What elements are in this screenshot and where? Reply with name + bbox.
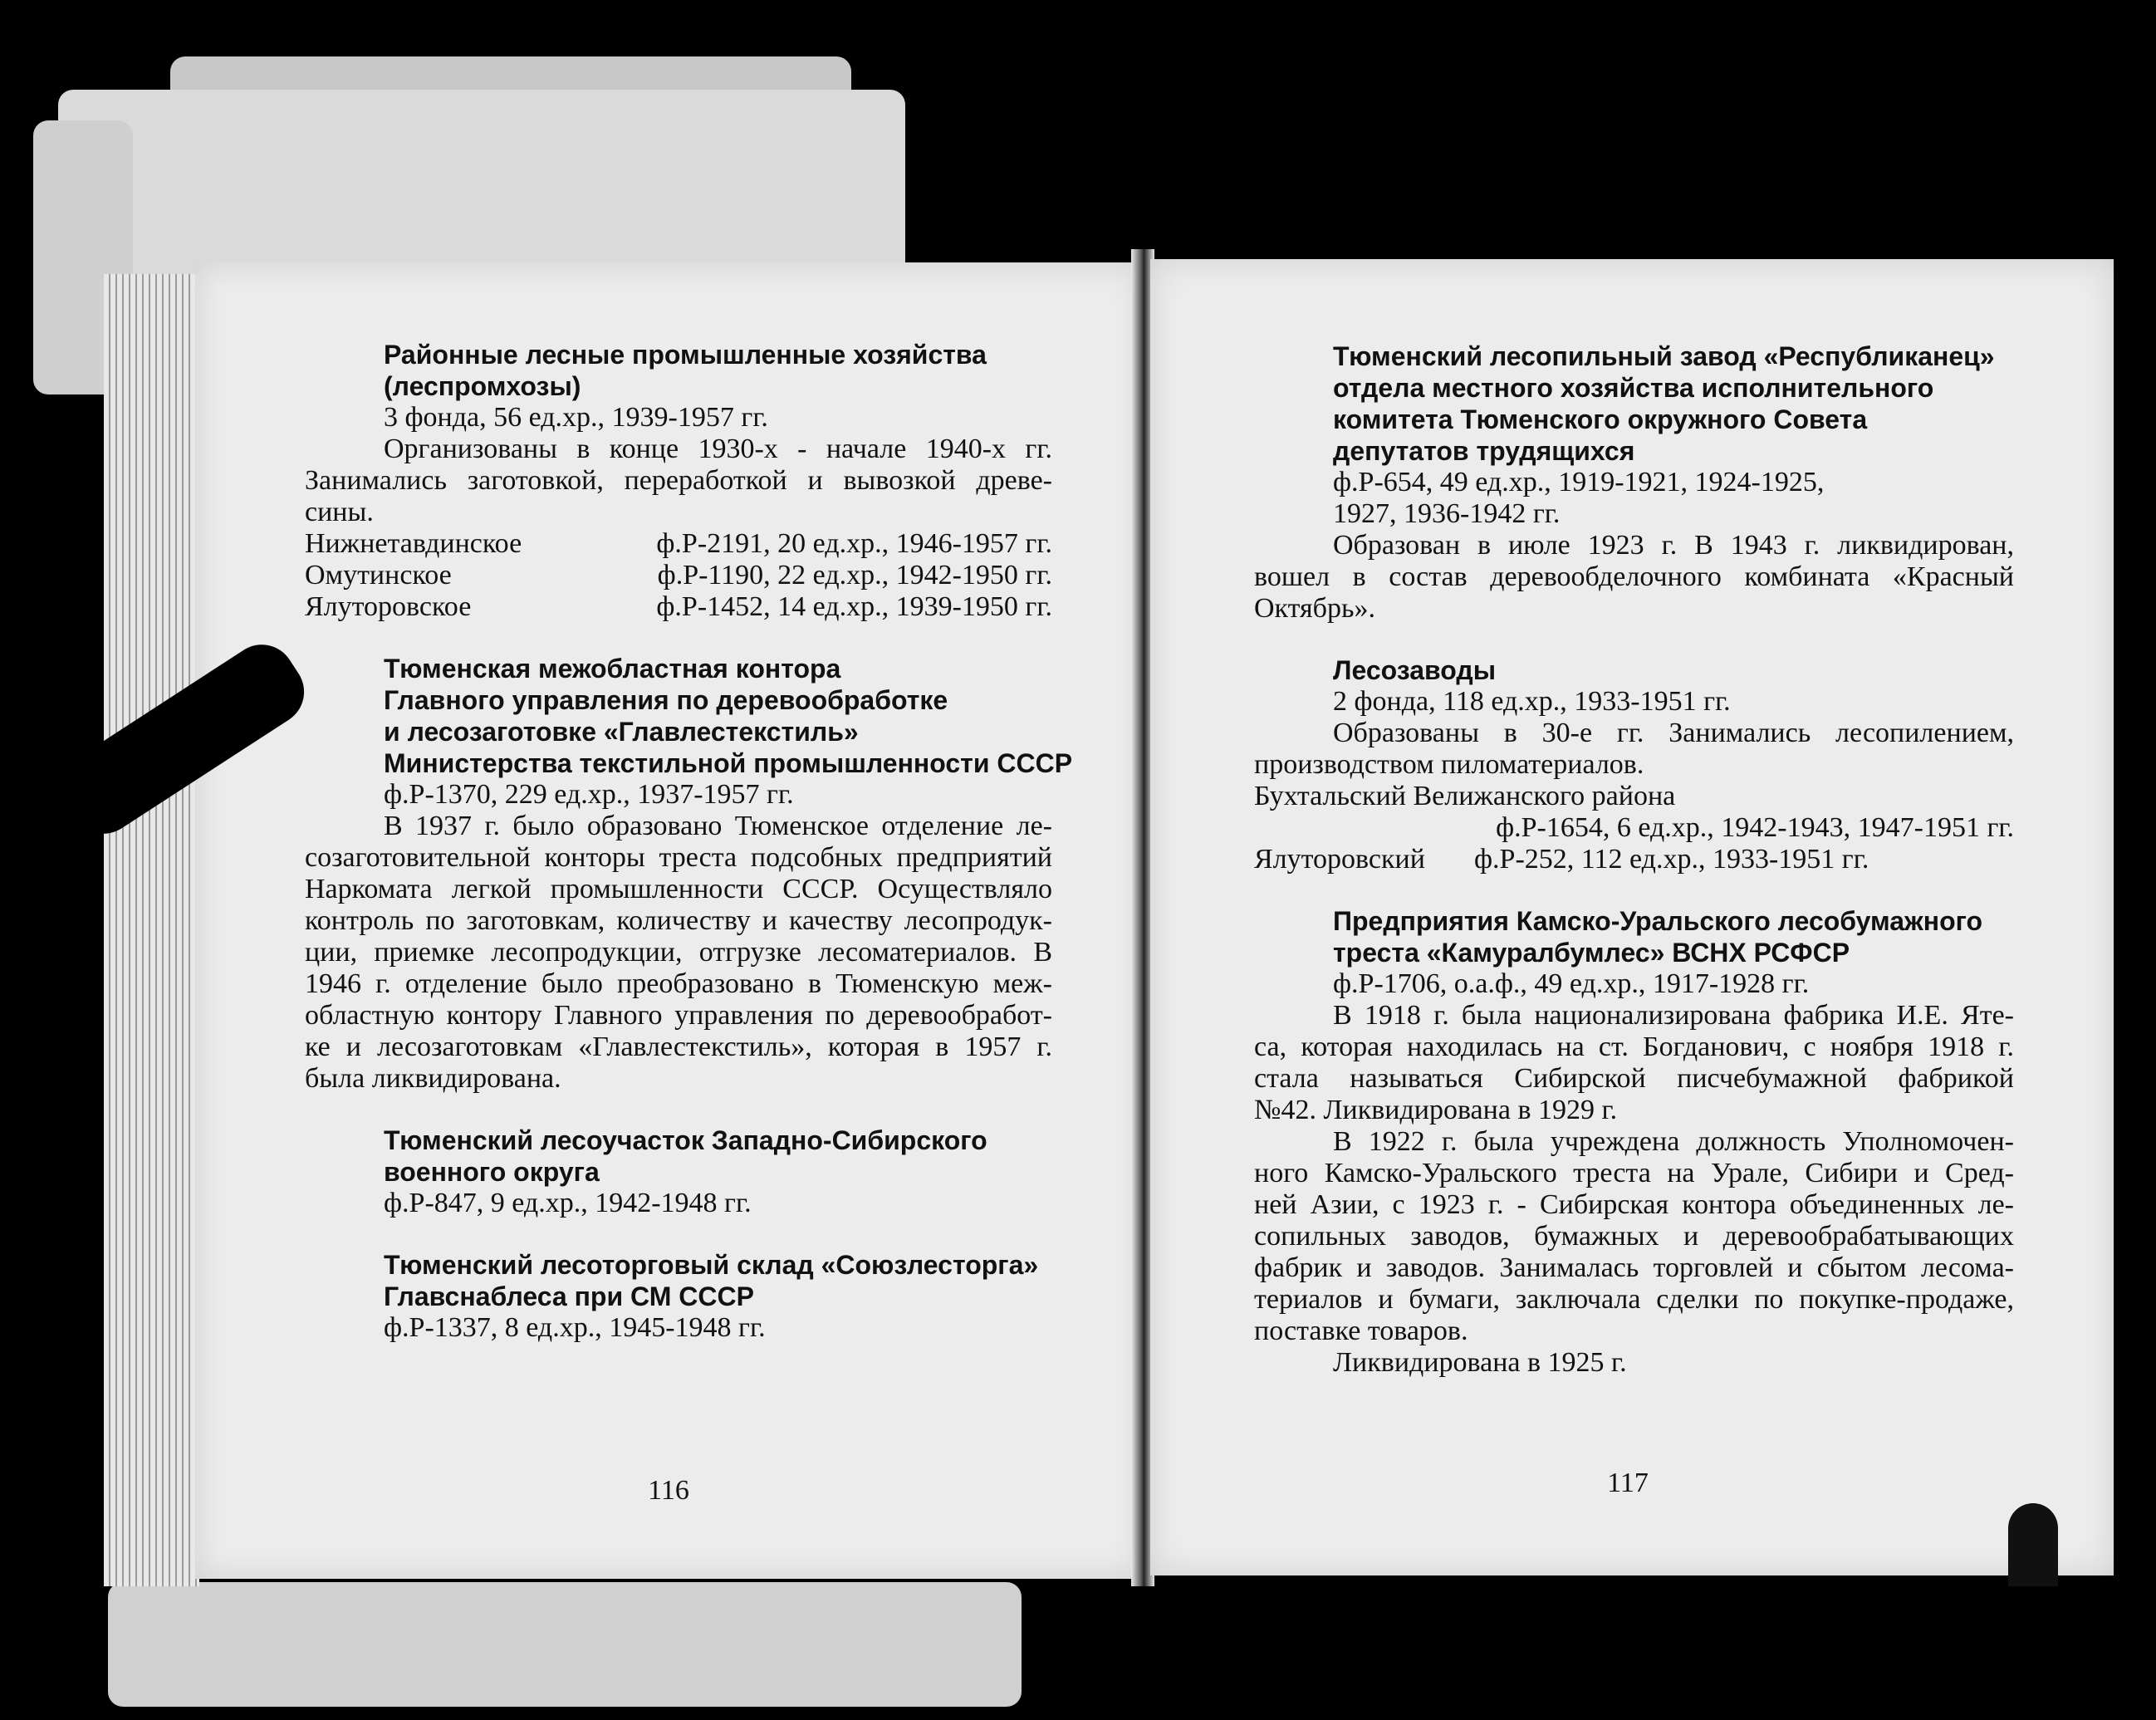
description-line: Занимались заготовкой, переработкой и вывозкой древе- (305, 465, 1052, 496)
description-line: Организованы в конце 1930-х - начале 1940-х гг. (384, 434, 1052, 464)
section-title: и лесозаготовке «Главлестекстиль» (384, 717, 859, 747)
description-line: фабрик и заводов. Занималась торговлей и сбытом лесома- (1254, 1252, 2014, 1283)
description-line: сины. (305, 497, 374, 527)
description-line: Образован в июле 1923 г. В 1943 г. ликвидирован, (1333, 530, 2014, 561)
section-title: треста «Камуралбумлес» ВСНХ РСФСР (1333, 938, 1850, 968)
description-line: са, которая находилась на ст. Богданович, с ноября 1918 г. (1254, 1032, 2014, 1062)
section-title: Лесозаводы (1333, 655, 1497, 685)
section-title: Главснаблеса при СМ СССР (384, 1281, 754, 1311)
description-line: ции, приемке лесопродукции, отгрузке лесоматериалов. В (305, 937, 1052, 968)
description-line: териалов и бумаги, заключала сделки по покупке-продаже, (1254, 1284, 2014, 1315)
section-title: Министерства текстильной промышленности СССР (384, 748, 1073, 778)
description-line: Образованы в 30-е гг. Занимались лесопилением, (1333, 718, 2014, 748)
book-page-edges (104, 274, 199, 1586)
description-line: 1946 г. отделение было преобразовано в Тюменскую меж- (305, 968, 1052, 999)
right-page-content (1254, 341, 2014, 1379)
description-line: областную контору Главного управления по деревообработ- (305, 1000, 1052, 1031)
description-line: созаготовительной конторы треста подсобных предприятий (305, 842, 1052, 873)
description-line: вошел в состав деревообделочного комбината «Красный (1254, 561, 2014, 592)
fond-row (305, 591, 1052, 623)
description-line: поставке товаров. (1254, 1316, 1468, 1346)
fond-meta: ф.Р-1337, 8 ед.хр., 1945-1948 гг. (384, 1312, 766, 1343)
section-title: Тюменский лесоучасток Западно-Сибирского (384, 1125, 987, 1155)
description-line: В 1937 г. было образовано Тюменское отделение ле- (384, 811, 1052, 841)
description-line: В 1922 г. была учреждена должность Уполномочен- (1333, 1126, 2014, 1157)
fond-name: Нижнетавдинское (305, 528, 522, 559)
fond-value: ф.Р-252, 112 ед.хр., 1933-1951 гг. (1474, 844, 1869, 875)
description-line: ного Камско-Уральского треста на Урале, Сибири и Сред- (1254, 1158, 2014, 1188)
section-title: Тюменская межобластная контора (384, 654, 841, 684)
left-page-content (305, 339, 1073, 1344)
description-line: ней Азии, с 1923 г. - Сибирская контора объединенных ле- (1254, 1189, 2014, 1220)
right-page (1150, 259, 2114, 1575)
section-title: военного округа (384, 1157, 600, 1187)
description-line: ке и лесозаготовкам «Главлестекстиль», которая в 1957 г. (305, 1032, 1052, 1062)
section-title: Районные лесные промышленные хозяйства (384, 340, 987, 370)
description-line: №42. Ликвидирована в 1929 г. (1254, 1095, 1618, 1125)
fond-meta: 2 фонда, 118 ед.хр., 1933-1951 гг. (1333, 686, 1731, 717)
description-line: производством пиломатериалов. (1254, 749, 1644, 780)
fond-meta: ф.Р-1370, 229 ед.хр., 1937-1957 гг. (384, 779, 794, 810)
page-stack-bottom (108, 1582, 1022, 1707)
fond-value: ф.Р-1654, 6 ед.хр., 1942-1943, 1947-1951 гг. (1496, 812, 2014, 843)
description-line: Октябрь». (1254, 593, 1375, 624)
page-number: 116 (648, 1475, 689, 1506)
description-line: контроль по заготовкам, количеству и качеству лесопродук- (305, 905, 1052, 936)
section-title: Предприятия Камско-Уральского лесобумажного (1333, 906, 1983, 936)
fond-meta: 3 фонда, 56 ед.хр., 1939-1957 гг. (384, 402, 768, 433)
page-stack-middle (58, 90, 905, 281)
page-clip (2008, 1503, 2058, 1586)
description-line: В 1918 г. была национализирована фабрика И.Е. Яте- (1333, 1000, 2014, 1031)
section-title: отдела местного хозяйства исполнительного (1333, 373, 1934, 403)
fond-meta: ф.Р-654, 49 ед.хр., 1919-1921, 1924-1925, (1333, 467, 1825, 497)
section-title: (леспромхозы) (384, 371, 581, 401)
fond-meta: ф.Р-1706, о.а.ф., 49 ед.хр., 1917-1928 гг. (1333, 968, 1810, 999)
fond-value: ф.Р-1452, 14 ед.хр., 1939-1950 гг. (656, 591, 1052, 622)
fond-name: Ялуторовский (1254, 844, 1425, 875)
description-line: Наркомата легкой промышленности СССР. Осуществляло (305, 874, 1052, 904)
fond-row (1254, 844, 2014, 875)
section-title: комитета Тюменского окружного Совета (1333, 404, 1868, 434)
description-line: сопильных заводов, бумажных и деревообрабатывающих (1254, 1221, 2014, 1252)
description-line: Ликвидирована в 1925 г. (1333, 1347, 1627, 1378)
description-line: стала называться Сибирской писчебумажной фабрикой (1254, 1063, 2014, 1094)
fond-name: Ялуторовское (305, 591, 472, 622)
fond-name: Бухтальский Велижанского района (1254, 781, 1676, 811)
fond-row (305, 560, 1052, 591)
section-title: депутатов трудящихся (1333, 436, 1635, 466)
description-line: была ликвидирована. (305, 1063, 561, 1094)
section-title: Главного управления по деревообработке (384, 685, 948, 715)
section-title: Тюменский лесоторговый склад «Союзлесторга» (384, 1250, 1039, 1280)
page-number: 117 (1607, 1468, 1649, 1498)
fond-meta: ф.Р-847, 9 ед.хр., 1942-1948 гг. (384, 1188, 752, 1218)
fond-meta: 1927, 1936-1942 гг. (1333, 498, 1561, 529)
fond-name: Омутинское (305, 560, 452, 590)
fond-value: ф.Р-2191, 20 ед.хр., 1946-1957 гг. (656, 528, 1052, 559)
fond-value: ф.Р-1190, 22 ед.хр., 1942-1950 гг. (657, 560, 1052, 590)
section-title: Тюменский лесопильный завод «Республиканец» (1333, 341, 1995, 371)
fond-row (305, 528, 1052, 560)
left-page (195, 262, 1142, 1579)
